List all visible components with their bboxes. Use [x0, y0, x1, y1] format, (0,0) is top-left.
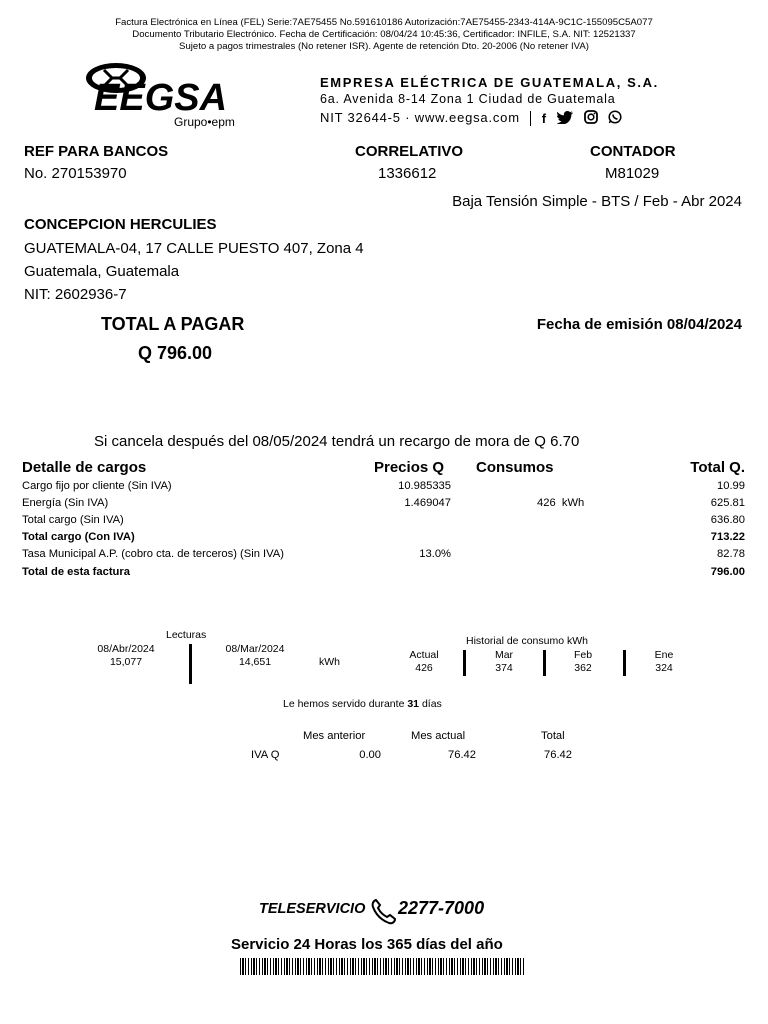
customer-address-2: Guatemala, Guatemala	[24, 263, 180, 280]
logo-group-text: Grupo•epm	[174, 115, 235, 129]
reading-previous-value: 14,651	[238, 656, 272, 668]
customer-name: CONCEPCION HERCULIES	[24, 216, 217, 233]
charge-price: 1.469047	[404, 497, 451, 509]
customer-address-1: GUATEMALA-04, 17 CALLE PUESTO 407, Zona 4	[24, 240, 364, 257]
service-days	[283, 698, 442, 710]
iva-label: IVA Q	[251, 749, 280, 761]
history-month: Ene	[654, 649, 674, 661]
contador-value: M81029	[605, 165, 660, 182]
charge-total: 10.99	[717, 480, 745, 492]
readings-title: Lecturas	[166, 629, 207, 641]
history-value: 324	[655, 662, 673, 674]
charge-price: 13.0%	[419, 548, 451, 560]
fel-line-2: Documento Tributario Electrónico. Fecha de Certificación: 08/04/24 10:45:36, Certificador: INFILE, S.A. NIT: 12521337	[132, 29, 636, 40]
customer-nit: NIT: 2602936-7	[24, 286, 127, 303]
fel-line-3: Sujeto a pagos trimestrales (No retener ISR). Agente de retención Dto. 20-2006 (No retener IVA)	[179, 41, 589, 52]
history-divider	[463, 650, 466, 676]
service-days-prefix: Le hemos servido durante	[283, 698, 405, 710]
ref-bancos-label: REF PARA BANCOS	[24, 143, 169, 160]
service-hours: Servicio 24 Horas los 365 días del año	[231, 936, 503, 953]
charge-total: 796.00	[710, 566, 745, 578]
facebook-icon[interactable]: f	[541, 111, 547, 127]
late-fee-notice: Si cancela después del 08/05/2024 tendrá un recargo de mora de Q 6.70	[94, 433, 580, 450]
history-divider	[543, 650, 546, 676]
history-value: 374	[495, 662, 513, 674]
service-days-suffix: días	[421, 698, 442, 710]
barcode	[240, 958, 526, 975]
history-month: Mar	[494, 649, 514, 661]
charge-consumption: 426 kWh	[537, 497, 585, 509]
charges-header-consumption: Consumos	[476, 459, 554, 476]
charges-header-detail: Detalle de cargos	[22, 459, 147, 476]
phone-icon	[370, 897, 398, 930]
charge-total: 636.80	[710, 514, 745, 526]
iva-header-total: Total	[541, 730, 565, 742]
contador-label: CONTADOR	[590, 143, 676, 160]
issue-date: Fecha de emisión 08/04/2024	[536, 316, 742, 333]
ref-bancos-value: No. 270153970	[24, 165, 127, 182]
correlativo-label: CORRELATIVO	[355, 143, 464, 160]
charges-header-prices: Precios Q	[374, 459, 445, 476]
charge-price: 10.985335	[398, 480, 451, 492]
history-month: Feb	[573, 649, 593, 661]
iva-header-prev: Mes anterior	[303, 730, 366, 742]
total-amount: Q 796.00	[138, 343, 213, 363]
company-name: EMPRESA ELÉCTRICA DE GUATEMALA, S.A.	[320, 75, 659, 90]
instagram-icon[interactable]	[584, 110, 598, 127]
charge-label: Total cargo (Sin IVA)	[22, 514, 124, 526]
iva-curr: 76.42	[448, 749, 476, 761]
charge-total: 82.78	[717, 548, 745, 560]
nit-web-text: NIT 32644-5 · www.eegsa.com	[320, 110, 520, 125]
history-value: 362	[574, 662, 592, 674]
teleservicio-phone[interactable]: 2277-7000	[398, 898, 485, 918]
history-month: Actual	[409, 649, 439, 661]
reading-previous-date: 08/Mar/2024	[225, 643, 285, 655]
iva-header-curr: Mes actual	[411, 730, 466, 742]
iva-total: 76.42	[544, 749, 572, 761]
total-label: TOTAL A PAGAR	[101, 314, 245, 334]
logo-wordmark: EEGSA	[94, 77, 228, 119]
tariff-period: Baja Tensión Simple - BTS / Feb - Abr 2024	[452, 193, 742, 210]
fel-line-1: Factura Electrónica en Línea (FEL) Serie:7AE75455 No.591610186 Autorización:7AE75455-2343-414A-9C1C-155095C5A077	[115, 17, 653, 28]
reading-current-date: 08/Abr/2024	[97, 643, 155, 655]
history-title: Historial de consumo kWh	[466, 635, 588, 647]
correlativo-value: 1336612	[378, 165, 437, 182]
charges-header-total: Total Q.	[690, 459, 745, 476]
charge-label: Tasa Municipal A.P. (cobro cta. de terceros) (Sin IVA)	[22, 548, 284, 560]
readings-divider	[189, 644, 192, 684]
charge-label: Cargo fijo por cliente (Sin IVA)	[22, 480, 172, 492]
history-divider	[623, 650, 626, 676]
reading-current-value: 15,077	[109, 656, 143, 668]
charge-total: 625.81	[710, 497, 745, 509]
whatsapp-icon[interactable]	[608, 110, 622, 127]
history-value: 426	[415, 662, 433, 674]
twitter-icon[interactable]	[557, 111, 573, 127]
charge-label: Total de esta factura	[22, 566, 130, 578]
service-days-count: 31	[407, 698, 420, 710]
charge-label: Total cargo (Con IVA)	[22, 531, 135, 543]
iva-prev: 0.00	[359, 749, 381, 761]
company-nit-web	[320, 110, 622, 127]
teleservicio-label: TELESERVICIO	[259, 901, 366, 917]
reading-unit: kWh	[319, 656, 340, 668]
charge-total: 713.22	[710, 531, 745, 543]
charge-label: Energía (Sin IVA)	[22, 497, 109, 509]
company-address: 6a. Avenida 8-14 Zona 1 Ciudad de Guatemala	[320, 92, 616, 106]
